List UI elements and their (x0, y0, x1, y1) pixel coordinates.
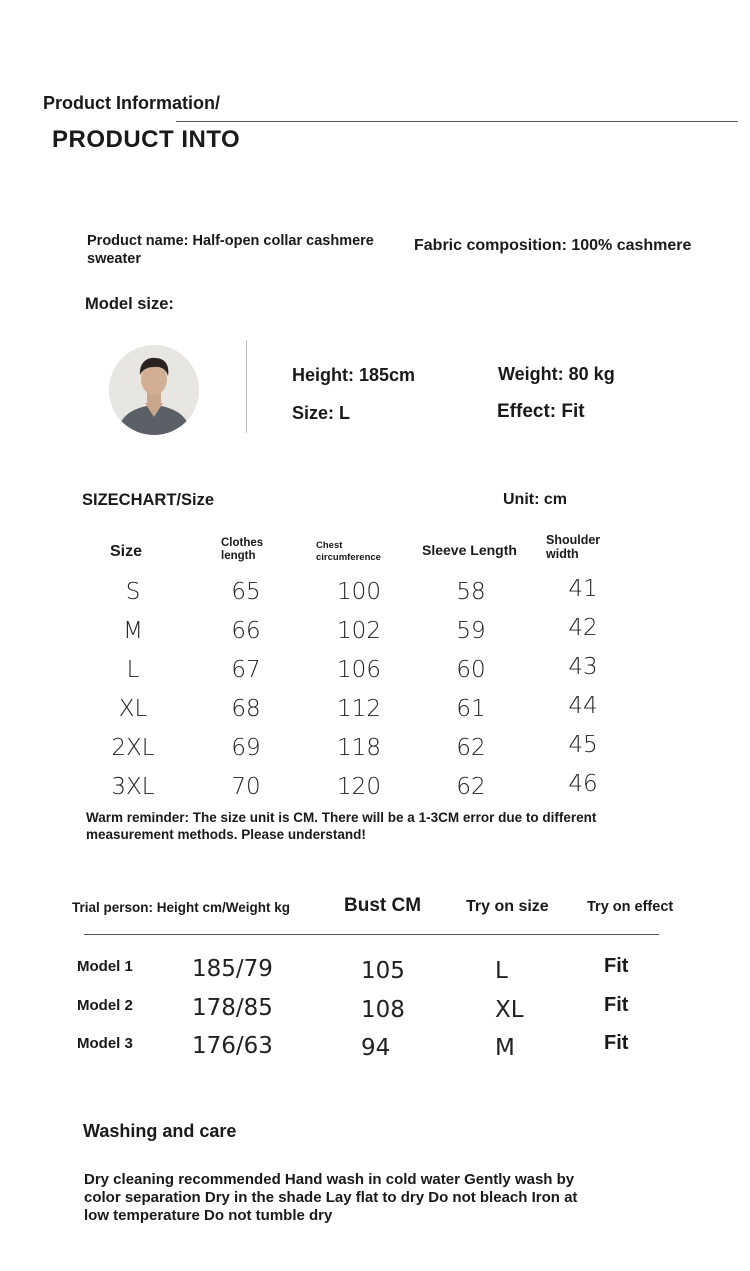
cell-sleeve: 62 (456, 774, 486, 800)
cell-chest: 118 (337, 735, 381, 761)
model-effect: Effect: Fit (497, 401, 585, 422)
trial-size: XL (495, 997, 524, 1023)
model-size-label: Model size: (85, 295, 174, 313)
trial-header-bust: Bust CM (344, 895, 422, 916)
care-line3: low temperature Do not tumble dry (84, 1207, 333, 1224)
header-shoulder-l1: Shoulder (546, 533, 601, 547)
trial-height-weight: 185/79 (192, 956, 273, 982)
cell-chest: 106 (337, 657, 381, 683)
cell-size: XL (118, 696, 148, 722)
model-divider (246, 340, 247, 433)
cell-shoulder: 45 (568, 732, 598, 758)
trial-height-weight: 178/85 (192, 995, 273, 1021)
trial-bust: 94 (361, 1035, 391, 1061)
cell-shoulder: 42 (568, 615, 598, 641)
care-title: Washing and care (83, 1121, 237, 1141)
trial-size: M (495, 1035, 515, 1061)
trial-height-weight: 176/63 (192, 1033, 273, 1059)
header-shoulder-l2: width (546, 547, 579, 562)
trial-size: L (495, 958, 508, 984)
product-name-line2: sweater (87, 251, 142, 267)
header-divider (176, 121, 738, 122)
model-height: Height: 185cm (292, 365, 416, 385)
trial-effect: Fit (604, 955, 629, 977)
cell-chest: 100 (337, 579, 381, 605)
trial-header-size: Try on size (466, 898, 549, 915)
cell-size: 3XL (111, 774, 155, 800)
cell-sleeve: 60 (456, 657, 486, 683)
cell-shoulder: 41 (568, 576, 598, 602)
model-size: Size: L (292, 403, 351, 423)
size-chart-title: SIZECHART/Size (82, 491, 215, 509)
cell-size: S (125, 579, 141, 605)
trial-divider (84, 934, 659, 935)
model-weight: Weight: 80 kg (498, 364, 615, 384)
header-clothes-length (221, 537, 263, 563)
cell-shoulder: 43 (568, 654, 598, 680)
trial-effect: Fit (604, 1032, 629, 1054)
header-clothes-length-l2: length (221, 550, 256, 563)
trial-label: Model 3 (77, 1035, 133, 1052)
product-name-line1: Product name: Half-open collar cashmere (87, 233, 374, 249)
model-avatar (109, 345, 199, 435)
cell-sleeve: 61 (456, 696, 486, 722)
care-line1: Dry cleaning recommended Hand wash in cold water Gently wash by (84, 1171, 575, 1188)
cell-length: 66 (231, 618, 261, 644)
cell-length: 67 (231, 657, 261, 683)
header-chest-circumference (316, 540, 381, 564)
cell-size: L (126, 657, 140, 683)
fabric-composition: Fabric composition: 100% cashmere (414, 237, 692, 254)
cell-length: 65 (231, 579, 261, 605)
warm-reminder-line1: Warm reminder: The size unit is CM. There will be a 1-3CM error due to different (86, 810, 597, 825)
cell-chest: 102 (337, 618, 381, 644)
cell-length: 69 (231, 735, 261, 761)
trial-effect: Fit (604, 994, 629, 1016)
cell-sleeve: 62 (456, 735, 486, 761)
header-shoulder-width (546, 533, 600, 562)
cell-sleeve: 58 (456, 579, 486, 605)
cell-shoulder: 44 (568, 693, 598, 719)
trial-label: Model 2 (77, 997, 133, 1014)
cell-shoulder: 46 (568, 771, 598, 797)
care-line2: color separation Dry in the shade Lay flat to dry Do not bleach Iron at (84, 1189, 578, 1206)
trial-bust: 105 (361, 958, 405, 984)
cell-length: 70 (231, 774, 261, 800)
trial-bust: 108 (361, 997, 405, 1023)
cell-sleeve: 59 (456, 618, 486, 644)
trial-header-effect: Try on effect (587, 899, 674, 915)
header-size: Size (110, 543, 143, 560)
header-sleeve-length: Sleeve Length (422, 542, 517, 558)
warm-reminder-line2: measurement methods. Please understand! (86, 827, 366, 842)
section-title-product-into: PRODUCT INTO (52, 126, 241, 153)
header-chest-l1: Chest (316, 540, 343, 551)
cell-chest: 112 (337, 696, 381, 722)
cell-size: 2XL (111, 735, 155, 761)
cell-chest: 120 (337, 774, 381, 800)
trial-header-person: Trial person: Height cm/Weight kg (72, 900, 291, 915)
section-title-product-information: Product Information/ (43, 93, 220, 113)
trial-label: Model 1 (77, 958, 133, 975)
header-chest-l2: circumference (316, 551, 381, 563)
cell-size: M (123, 618, 143, 644)
cell-length: 68 (231, 696, 261, 722)
header-clothes-length-l1: Clothes (221, 537, 264, 549)
size-chart-unit: Unit: cm (503, 491, 567, 508)
